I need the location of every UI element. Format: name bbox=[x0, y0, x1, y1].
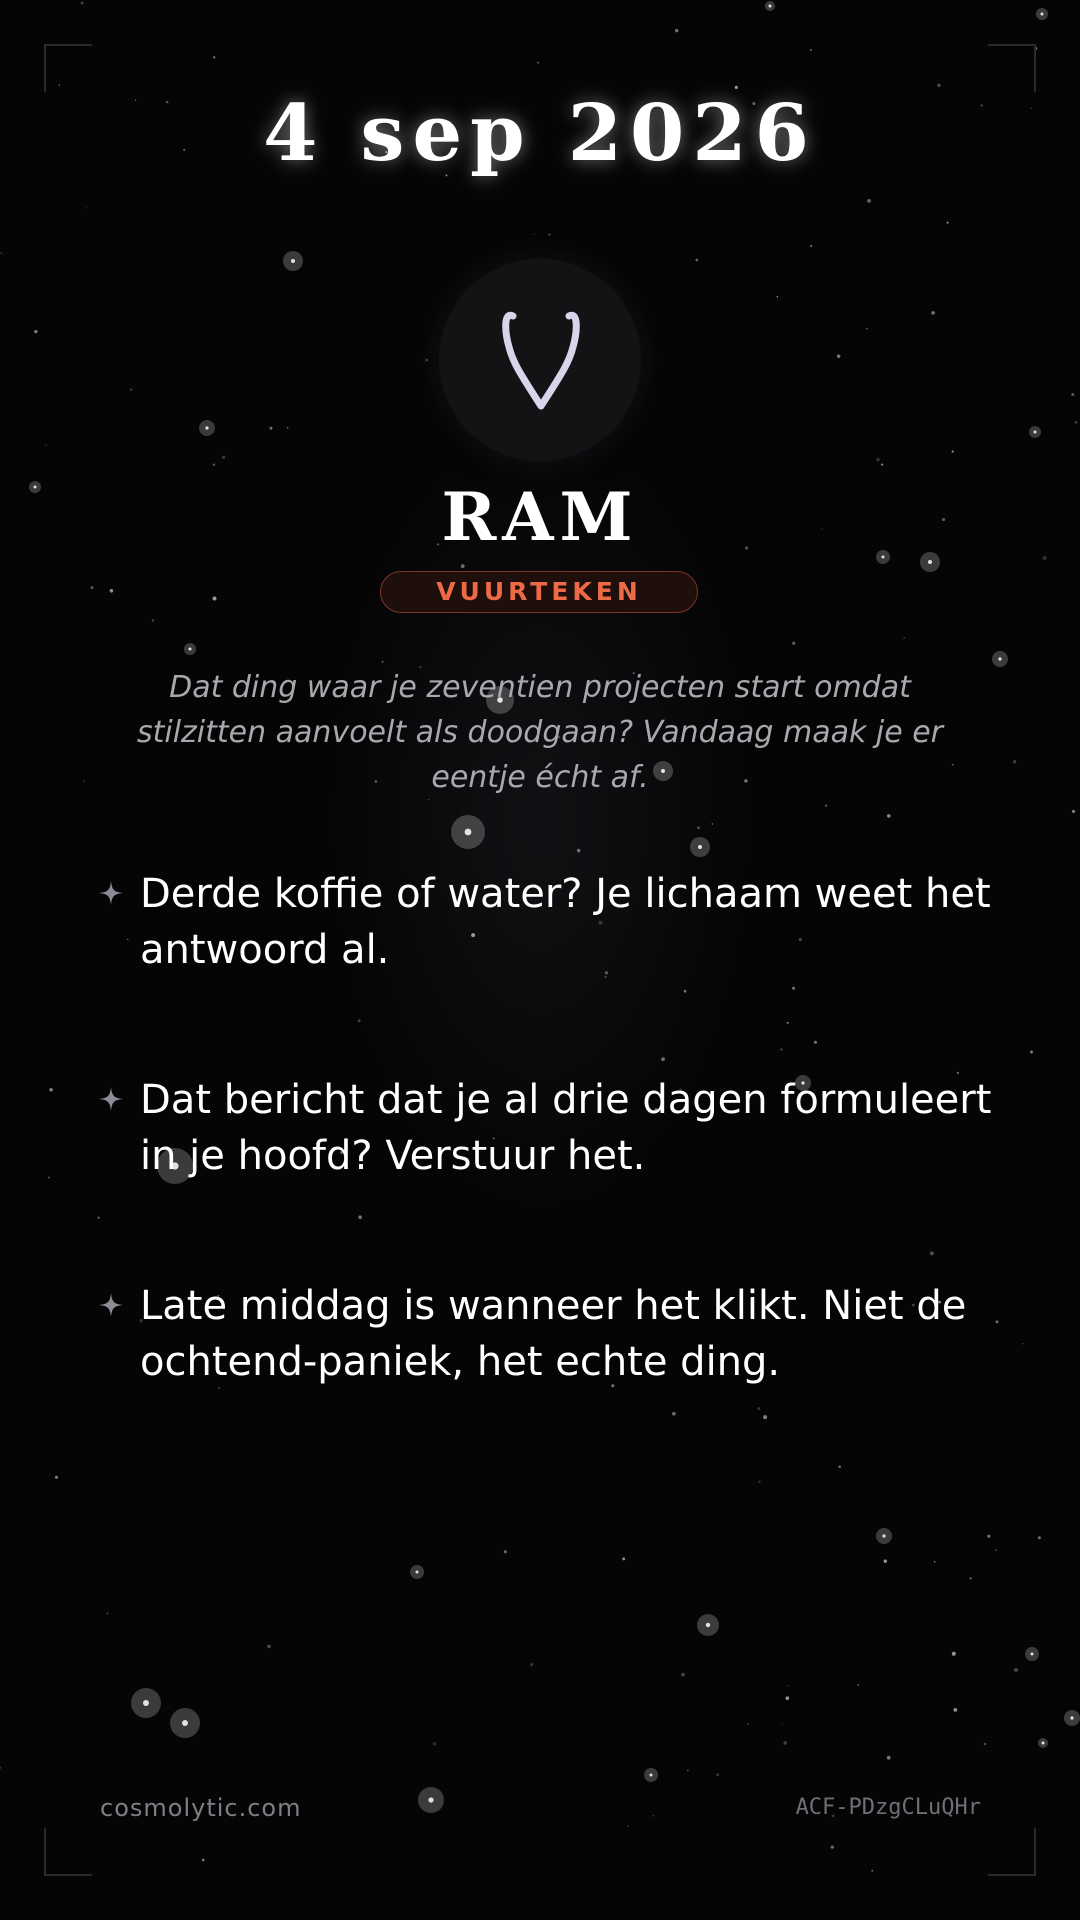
star-dot bbox=[661, 1057, 665, 1061]
star-dot bbox=[34, 330, 37, 333]
star-dot bbox=[810, 49, 812, 51]
star-dot bbox=[781, 1724, 782, 1725]
glow-star-core bbox=[1041, 13, 1044, 16]
date-heading: 4 sep 2026 bbox=[263, 88, 817, 179]
glow-star-core bbox=[706, 1623, 710, 1627]
star-dot bbox=[98, 1217, 100, 1219]
glow-star-core bbox=[416, 1571, 419, 1574]
horoscope-intro: Dat ding waar je zeventien projecten start omdat stilzitten aanvoelt als doodgaan? Vandaag maak je er eentje écht af. bbox=[136, 670, 944, 795]
star-dot bbox=[903, 637, 905, 639]
star-dot bbox=[622, 1557, 625, 1560]
star-dot bbox=[931, 311, 935, 315]
star-dot bbox=[90, 586, 93, 589]
star-dot bbox=[127, 939, 128, 940]
star-dot bbox=[952, 450, 954, 452]
glow-star-core bbox=[769, 5, 772, 8]
star-dot bbox=[107, 1612, 109, 1614]
star-dot bbox=[684, 990, 687, 993]
glow-star-core bbox=[189, 648, 192, 651]
star-dot bbox=[784, 1741, 788, 1745]
star-dot bbox=[787, 1685, 788, 1686]
star-dot bbox=[1022, 1343, 1024, 1345]
star-dot bbox=[0, 1767, 1, 1769]
star-dot bbox=[577, 849, 581, 853]
glow-star-core bbox=[1042, 1742, 1045, 1745]
star-dot bbox=[838, 1466, 840, 1468]
tip-text: Derde koffie of water? Je lichaam weet het antwoord al. bbox=[140, 871, 991, 973]
star-dot bbox=[0, 252, 2, 254]
star-dot bbox=[267, 1645, 270, 1648]
sparkle-icon bbox=[96, 1290, 126, 1320]
star-dot bbox=[358, 1019, 361, 1022]
star-dot bbox=[213, 463, 215, 465]
star-dot bbox=[1013, 760, 1016, 763]
star-dot bbox=[763, 1415, 767, 1419]
star-dot bbox=[810, 245, 812, 247]
star-dot bbox=[887, 1756, 891, 1760]
star-dot bbox=[952, 1652, 956, 1656]
star-dot bbox=[270, 427, 273, 430]
star-dot bbox=[970, 1577, 972, 1579]
star-dot bbox=[1072, 810, 1075, 813]
glow-star-core bbox=[882, 1534, 885, 1537]
star-dot bbox=[425, 359, 428, 362]
star-dot bbox=[55, 1476, 58, 1479]
star-dot bbox=[884, 1560, 887, 1563]
star-dot bbox=[653, 1815, 655, 1817]
star-dot bbox=[696, 259, 699, 262]
zodiac-sign-badge bbox=[439, 259, 641, 461]
star-dot bbox=[792, 642, 795, 645]
star-dot bbox=[49, 1088, 52, 1091]
tip-text: Late middag is wanneer het klikt. Niet de ochtend-paniek, het echte ding. bbox=[140, 1283, 967, 1385]
star-dot bbox=[780, 1049, 782, 1051]
star-dot bbox=[504, 1550, 507, 1553]
star-dot bbox=[433, 1742, 436, 1745]
glow-star-core bbox=[143, 1700, 149, 1706]
star-dot bbox=[930, 1251, 934, 1255]
footer-reference-code: ACF-PDzgCLuQHr bbox=[795, 1795, 981, 1820]
star-dot bbox=[987, 1535, 990, 1538]
star-dot bbox=[86, 207, 87, 208]
corner-frame-top-right bbox=[988, 44, 1036, 92]
star-dot bbox=[222, 456, 225, 459]
star-dot bbox=[712, 823, 713, 824]
corner-frame-bottom-right bbox=[988, 1828, 1036, 1876]
star-dot bbox=[687, 1770, 688, 1771]
star-dot bbox=[130, 388, 132, 390]
star-dot bbox=[1014, 1668, 1018, 1672]
sparkle-icon bbox=[96, 878, 126, 908]
star-dot bbox=[48, 1177, 50, 1179]
star-dot bbox=[952, 764, 954, 766]
star-dot bbox=[1074, 421, 1077, 424]
star-dot bbox=[831, 1846, 834, 1849]
star-dot bbox=[866, 328, 867, 329]
tip-text: Dat bericht dat je al drie dagen formuleert in je hoofd? Verstuur het. bbox=[140, 1077, 992, 1179]
star-dot bbox=[1030, 1050, 1033, 1053]
star-dot bbox=[461, 564, 465, 568]
glow-star-core bbox=[650, 1774, 653, 1777]
aries-glyph-icon bbox=[439, 259, 641, 461]
star-dot bbox=[825, 805, 827, 807]
star-dot bbox=[934, 1561, 936, 1563]
star-dot bbox=[530, 1663, 533, 1666]
star-dot bbox=[814, 1041, 817, 1044]
star-dot bbox=[152, 619, 155, 622]
star-dot bbox=[747, 1723, 749, 1725]
sparkle-icon bbox=[96, 1084, 126, 1114]
star-dot bbox=[947, 222, 949, 224]
star-dot bbox=[1043, 556, 1047, 560]
star-dot bbox=[358, 1215, 362, 1219]
corner-frame-top-left bbox=[44, 44, 92, 92]
star-dot bbox=[83, 780, 85, 782]
star-dot bbox=[681, 1673, 685, 1677]
glow-star-core bbox=[1070, 1716, 1073, 1719]
star-dot bbox=[110, 589, 114, 593]
star-dot bbox=[867, 199, 871, 203]
star-dot bbox=[871, 1870, 873, 1872]
star-dot bbox=[786, 1696, 790, 1700]
glow-star-core bbox=[205, 426, 208, 429]
star-dot bbox=[759, 1481, 761, 1483]
glow-star-core bbox=[998, 657, 1001, 660]
star-dot bbox=[876, 458, 880, 462]
star-dot bbox=[858, 1684, 860, 1686]
glow-star-core bbox=[182, 1720, 188, 1726]
star-dot bbox=[81, 2, 84, 5]
star-dot bbox=[1038, 1536, 1041, 1539]
star-dot bbox=[887, 814, 891, 818]
element-badge: VUURTEKEN bbox=[380, 571, 698, 613]
star-dot bbox=[382, 661, 384, 663]
glow-star-core bbox=[928, 560, 932, 564]
star-dot bbox=[937, 84, 940, 87]
star-dot bbox=[533, 233, 534, 234]
star-dot bbox=[716, 1773, 719, 1776]
glow-star-core bbox=[291, 259, 295, 263]
star-dot bbox=[881, 463, 883, 465]
star-dot bbox=[213, 56, 216, 59]
star-dot bbox=[757, 1407, 760, 1410]
glow-star-core bbox=[428, 1797, 433, 1802]
corner-frame-bottom-left bbox=[44, 1828, 92, 1876]
star-dot bbox=[537, 62, 539, 64]
glow-star-core bbox=[1034, 431, 1037, 434]
star-dot bbox=[202, 1859, 205, 1862]
glow-star-core bbox=[1031, 1653, 1034, 1656]
star-dot bbox=[45, 444, 47, 446]
glow-star-core bbox=[698, 845, 702, 849]
star-dot bbox=[787, 1022, 789, 1024]
star-dot bbox=[675, 29, 678, 32]
star-dot bbox=[777, 296, 779, 298]
star-dot bbox=[287, 427, 289, 429]
star-dot bbox=[837, 354, 840, 357]
star-dot bbox=[953, 1708, 957, 1712]
star-dot bbox=[549, 234, 551, 236]
star-dot bbox=[1071, 393, 1074, 396]
star-dot bbox=[984, 1743, 986, 1745]
star-dot bbox=[995, 1549, 997, 1551]
star-dot bbox=[672, 1412, 676, 1416]
star-dot bbox=[697, 826, 700, 829]
footer-website: cosmolytic.com bbox=[100, 1794, 302, 1822]
star-dot bbox=[213, 597, 217, 601]
zodiac-sign-name: RAM bbox=[441, 478, 639, 556]
star-dot bbox=[627, 1825, 629, 1827]
star-dot bbox=[792, 987, 795, 990]
glow-star-core bbox=[465, 829, 472, 836]
